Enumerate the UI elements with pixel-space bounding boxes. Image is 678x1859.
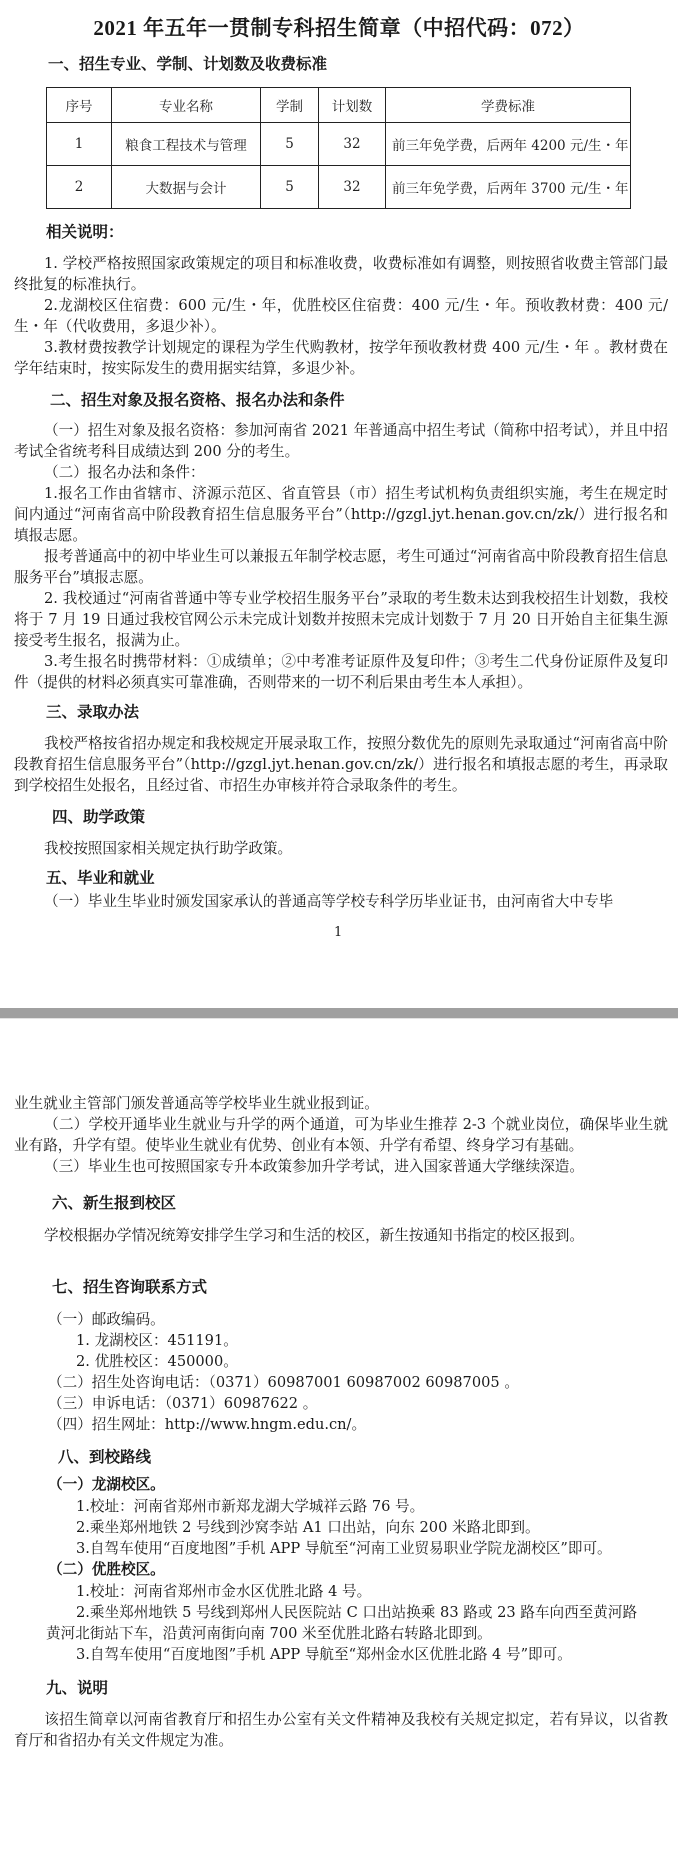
table-row <box>47 123 631 166</box>
contact-line: （一）邮政编码。 <box>48 1311 165 1328</box>
table-cell: 前三年免学费，后两年 4200 元/生・年 <box>386 123 631 166</box>
table-row <box>47 166 631 209</box>
notes-heading: 相关说明： <box>46 223 124 241</box>
table-cell: 2 <box>47 166 112 209</box>
table-cell: 32 <box>319 123 386 166</box>
section5-paragraph-part2: 业生就业主管部门颁发普通高等学校毕业生就业报到证。 <box>14 1095 379 1112</box>
table-header-cell: 专业名称 <box>112 88 261 123</box>
page-separator <box>0 1008 678 1018</box>
section5-paragraph: （二）学校开通毕业生就业与升学的两个通道，可为毕业生推荐 2-3 个就业岗位，确保毕业生就业有路，升学有望。使毕业生就业有优势、创业有本领、升学有希望、终身学习有基础。 <box>14 1116 668 1154</box>
section5-heading: 五、毕业和就业 <box>46 869 155 887</box>
section2-paragraph: （一）招生对象及报名资格：参加河南省 2021 年普通高中招生考试（简称中招考试），并且中招考试全省统考科目成绩达到 200 分的考生。 <box>14 422 668 460</box>
note-paragraph: 1. 学校严格按照国家政策规定的项目和标准收费，收费标准如有调整，则按照省收费主管部门最终批复的标准执行。 <box>14 255 668 293</box>
contact-phone-line: （二）招生处咨询电话：（0371）60987001 60987002 60987005 。 <box>48 1374 519 1391</box>
table-cell: 1 <box>47 123 112 166</box>
route-line: 1.校址：河南省郑州市金水区优胜北路 4 号。 <box>76 1583 372 1600</box>
contact-line: 2. 优胜校区：450000。 <box>76 1353 238 1370</box>
campus-longhu-title: （一）龙湖校区。 <box>48 1476 165 1493</box>
section6-heading: 六、新生报到校区 <box>52 1194 177 1212</box>
fee-table <box>46 87 631 209</box>
section4-heading: 四、助学政策 <box>52 808 146 826</box>
section2-paragraph: 1.报名工作由省辖市、济源示范区、省直管县（市）招生考试机构负责组织实施，考生在规定时间内通过“河南省高中阶段教育招生信息服务平台”（http://gzgl.jyt.henan.gov.cn/zk/）进行报名和填报志愿。 <box>14 485 668 544</box>
route-line: 3.自驾车使用“百度地图”手机 APP 导航至“郑州金水区优胜北路 4 号”即可。 <box>76 1646 572 1663</box>
section2-heading: 二、招生对象及报名资格、报名办法和条件 <box>50 391 345 409</box>
table-header-row <box>47 88 631 123</box>
table-header-cell: 计划数 <box>319 88 386 123</box>
section6-paragraph: 学校根据办学情况统筹安排学生学习和生活的校区，新生按通知书指定的校区报到。 <box>44 1227 584 1244</box>
document-title: 2021 年五年一贯制专科招生简章（中招代码：072） <box>93 16 585 40</box>
contact-line: 1. 龙湖校区：451191。 <box>76 1332 238 1349</box>
section2-paragraph: 2. 我校通过“河南省普通中等专业学校招生服务平台”录取的考生数未达到我校招生计划数，我校将于 7 月 19 日通过我校官网公示未完成计划数并按照未完成计划数于 7 月 20 日开始自主征集生源接受考生报名，报满为止。 <box>14 590 668 649</box>
table-header-cell: 学费标准 <box>386 88 631 123</box>
section9-paragraph: 该招生简章以河南省教育厅和招生办公室有关文件精神及我校有关规定拟定，若有异议，以省教育厅和省招办有关文件规定为准。 <box>14 1711 668 1749</box>
section2-paragraph: （二）报名办法和条件： <box>44 464 205 481</box>
table-cell: 32 <box>319 166 386 209</box>
website-line[interactable]: （四）招生网址：http://www.hngm.edu.cn/。 <box>48 1416 367 1433</box>
table-header-cell: 序号 <box>47 88 112 123</box>
table-cell: 大数据与会计 <box>112 166 261 209</box>
section1-heading: 一、招生专业、学制、计划数及收费标准 <box>48 55 328 73</box>
route-line: 2.乘坐郑州地铁 2 号线到沙窝李站 A1 口出站，向东 200 米路北即到。 <box>76 1519 540 1536</box>
route-line: 3.自驾车使用“百度地图”手机 APP 导航至“河南工业贸易职业学院龙湖校区”即可。 <box>76 1540 612 1557</box>
document-page-2 <box>0 1019 678 1859</box>
page-number: 1 <box>334 925 343 940</box>
route-line: 2.乘坐郑州地铁 5 号线到郑州人民医院站 C 口出站换乘 83 路或 23 路车向西至黄河路 <box>76 1604 638 1621</box>
route-line: 1.校址：河南省郑州市新郑龙湖大学城祥云路 76 号。 <box>76 1498 425 1515</box>
section8-heading: 八、到校路线 <box>58 1448 152 1466</box>
section5-paragraph: （三）毕业生也可按照国家专升本政策参加升学考试，进入国家普通大学继续深造。 <box>44 1158 584 1175</box>
complaint-phone-line: （三）申诉电话：（0371）60987622 。 <box>48 1395 318 1412</box>
section3-heading: 三、录取办法 <box>46 703 140 721</box>
section9-heading: 九、说明 <box>46 1679 109 1697</box>
table-cell: 粮食工程技术与管理 <box>112 123 261 166</box>
section2-paragraph: 3.考生报名时携带材料：①成绩单；②中考准考证原件及复印件；③考生二代身份证原件及复印件（提供的材料必须真实可靠准确，否则带来的一切不利后果由考生本人承担）。 <box>14 653 668 691</box>
section3-paragraph: 我校严格按省招办规定和我校规定开展录取工作，按照分数优先的原则先录取通过“河南省高中阶段教育招生信息服务平台”（http://gzgl.jyt.henan.gov.cn/zk/）进行报名和填报志愿的考生，再录取到学校招生处报名，且经过省、市招生办审核并符合录取条件的考生。 <box>14 735 668 794</box>
note-paragraph: 3.教材费按教学计划规定的课程为学生代购教材，按学年预收教材费 400 元/生・年 。教材费在学年结束时，按实际发生的费用据实结算，多退少补。 <box>14 339 668 377</box>
section7-heading: 七、招生咨询联系方式 <box>52 1278 208 1296</box>
section2-paragraph: 报考普通高中的初中毕业生可以兼报五年制学校志愿，考生可通过“河南省高中阶段教育招生信息服务平台”填报志愿。 <box>14 548 668 586</box>
route-line: 黄河北街站下车，沿黄河南街向南 700 米至优胜北路右转路北即到。 <box>46 1625 492 1642</box>
section5-paragraph-part1: （一）毕业生毕业时颁发国家承认的普通高等学校专科学历毕业证书，由河南省大中专毕 <box>44 893 614 910</box>
campus-yousheng-title: （二）优胜校区。 <box>48 1561 165 1578</box>
section4-paragraph: 我校按照国家相关规定执行助学政策。 <box>44 840 293 857</box>
table-cell: 5 <box>261 123 319 166</box>
table-cell: 前三年免学费，后两年 3700 元/生・年 <box>386 166 631 209</box>
note-paragraph: 2.龙湖校区住宿费：600 元/生・年，优胜校区住宿费：400 元/生・年。预收教材费：400 元/生・年（代收费用，多退少补）。 <box>14 297 668 335</box>
table-header-cell: 学制 <box>261 88 319 123</box>
table-cell: 5 <box>261 166 319 209</box>
